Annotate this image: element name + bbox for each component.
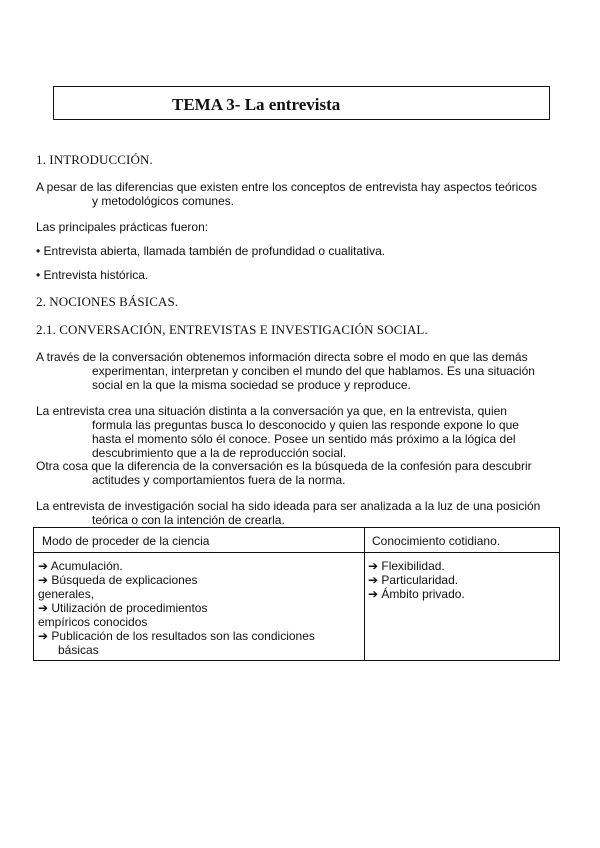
- table-cell-line: ➔ Publicación de los resultados son las condiciones: [38, 629, 315, 643]
- section-heading-nociones: 2. NOCIONES BÁSICAS.: [36, 294, 179, 309]
- paragraph-conversacion: [36, 350, 556, 392]
- paragraph-line: y metodológicos comunes.: [92, 194, 235, 208]
- paragraph-line: hasta el momento sólo él conoce. Posee un sentido más próximo a la lógica del: [92, 432, 516, 446]
- paragraph-line: A través de la conversación obtenemos información directa sobre el modo en que las demás: [36, 350, 528, 364]
- paragraph-line: experimentan, interpretan y conciben el mundo del que hablamos. Es una situación: [92, 364, 535, 378]
- paragraph-practicas: Las principales prácticas fueron:: [36, 220, 209, 234]
- table-cell-line: generales,: [38, 587, 95, 601]
- table-cell-line: empíricos conocidos: [38, 615, 148, 629]
- paragraph-line: La entrevista de investigación social ha sido ideada para ser analizada a la luz de una posición: [36, 499, 541, 513]
- table-cell-line: ➔ Particularidad.: [368, 573, 459, 587]
- paragraph-line: formula las preguntas busca lo desconocido y quien las responde expone lo que: [92, 418, 519, 432]
- table-cell-line: ➔ Utilización de procedimientos: [38, 601, 208, 615]
- table-cell-line: básicas: [58, 643, 99, 657]
- paragraph-line: Otra cosa que la diferencia de la conversación es la búsqueda de la confesión para descubrir: [36, 459, 532, 473]
- table-header-ciencia: Modo de proceder de la ciencia: [42, 534, 210, 548]
- table-cell-line: ➔ Búsqueda de explicaciones: [38, 573, 198, 587]
- comparison-table: [33, 527, 560, 661]
- paragraph-entrevista: [36, 404, 556, 460]
- bullet-entrevista-abierta: • Entrevista abierta, llamada también de profundidad o cualitativa.: [36, 244, 386, 258]
- section-heading-introduccion: 1. INTRODUCCIÓN.: [36, 152, 153, 167]
- table-cell-line: ➔ Ámbito privado.: [368, 587, 465, 601]
- paragraph-line: social en la que la misma sociedad se produce y reproduce.: [92, 378, 411, 392]
- table-header-divider: [34, 552, 559, 553]
- table-header-cotidiano: Conocimiento cotidiano.: [372, 534, 501, 548]
- table-cell-line: ➔ Flexibilidad.: [368, 559, 445, 573]
- table-cell-line: ➔ Acumulación.: [38, 559, 123, 573]
- paragraph-intro: [36, 180, 556, 208]
- paragraph-otra-cosa: [36, 459, 556, 487]
- page-title: TEMA 3- La entrevista: [172, 95, 341, 114]
- paragraph-investigacion-social: [36, 499, 556, 527]
- table-cell-cotidiano: [368, 559, 465, 601]
- bullet-entrevista-historica: • Entrevista histórica.: [36, 268, 149, 282]
- paragraph-line: actitudes y comportamientos fuera de la norma.: [92, 473, 346, 487]
- paragraph-line: descubrimiento que a la de reproducción social.: [92, 446, 347, 460]
- table-cell-ciencia: [38, 559, 315, 657]
- paragraph-line: La entrevista crea una situación distinta a la conversación ya que, en la entrevista, quien: [36, 404, 507, 418]
- section-heading-conversacion: 2.1. CONVERSACIÓN, ENTREVISTAS E INVESTIGACIÓN SOCIAL.: [36, 322, 428, 337]
- paragraph-line: A pesar de las diferencias que existen entre los conceptos de entrevista hay aspectos teóricos: [36, 180, 537, 194]
- table-column-divider: [364, 528, 365, 660]
- paragraph-line: teórica o con la intención de crearla.: [92, 513, 285, 527]
